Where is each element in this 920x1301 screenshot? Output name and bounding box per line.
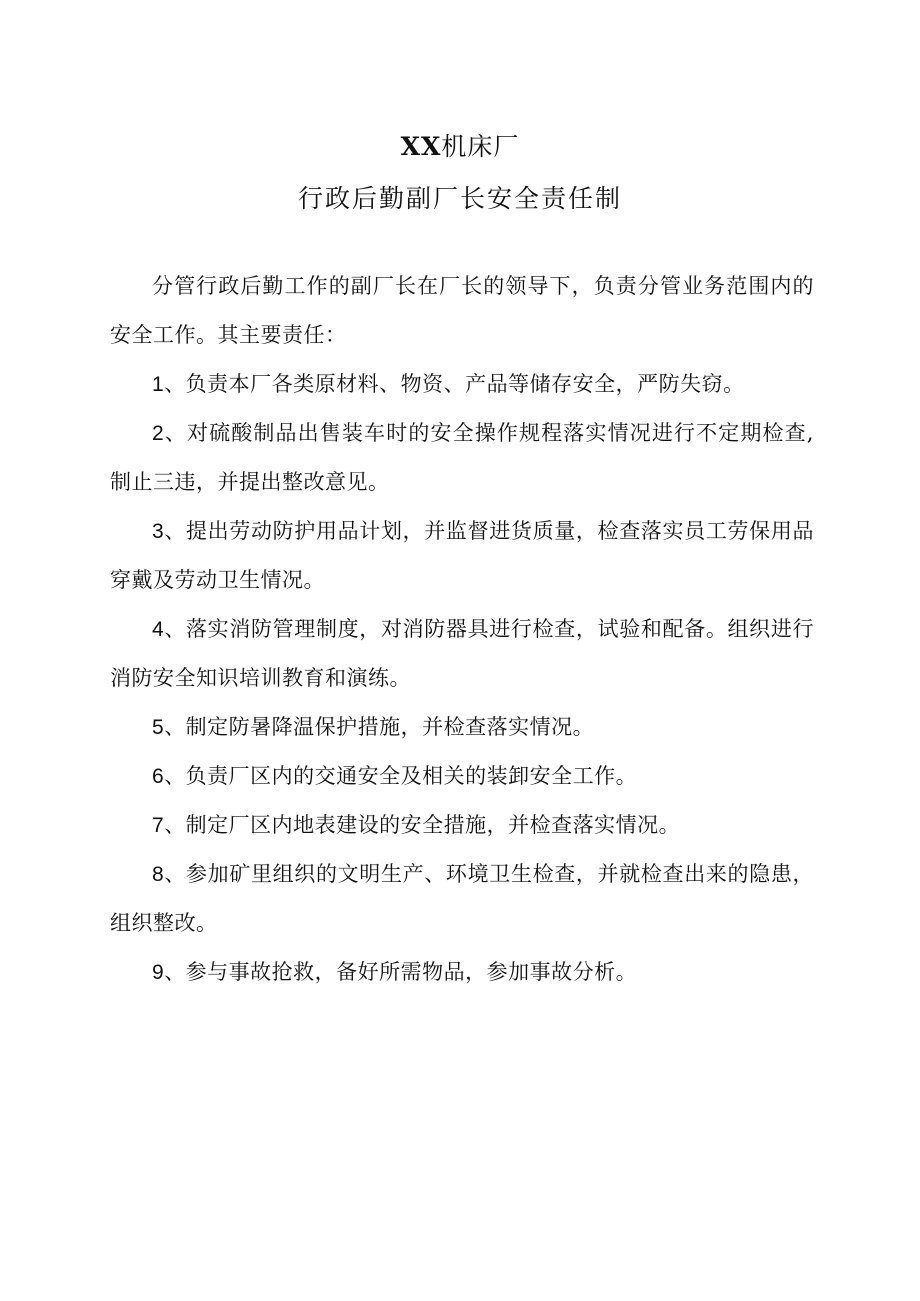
item-text: 、参加矿里组织的文明生产、环境卫生检查，并就检查出来的隐患，组织整改。 bbox=[110, 862, 814, 935]
intro-paragraph: 分管行政后勤工作的副厂长在厂长的领导下，负责分管业务范围内的安全工作。其主要责任： bbox=[110, 274, 814, 347]
item-text: 、提出劳动防护用品计划，并监督进货质量，检查落实员工劳保用品穿戴及劳动卫生情况。 bbox=[110, 519, 814, 592]
list-item bbox=[110, 360, 814, 409]
list-item bbox=[110, 752, 814, 801]
item-number: 5 bbox=[152, 716, 165, 739]
list-item bbox=[110, 507, 814, 605]
item-number: 7 bbox=[152, 814, 165, 837]
document-title: 行政后勤副厂长安全责任制 bbox=[297, 184, 622, 213]
item-number: 6 bbox=[152, 765, 165, 788]
company-title bbox=[0, 130, 920, 164]
company-suffix: 机床厂 bbox=[441, 132, 520, 161]
item-text: 、参与事故抢救，备好所需物品，参加事故分析。 bbox=[164, 960, 638, 984]
item-text: 、制定厂区内地表建设的安全措施，并检查落实情况。 bbox=[164, 813, 681, 837]
item-text: 、对硫酸制品出售装车时的安全操作规程落实情况进行不定期检查,制止三违，并提出整改意见。 bbox=[110, 421, 814, 494]
item-number: 4 bbox=[152, 618, 165, 641]
item-number: 2 bbox=[152, 422, 165, 445]
item-number: 9 bbox=[152, 961, 165, 984]
item-text: 、落实消防管理制度，对消防器具进行检查，试验和配备。组织进行消防安全知识培训教育和演练。 bbox=[110, 617, 814, 690]
list-item bbox=[110, 850, 814, 948]
list-item bbox=[110, 409, 814, 507]
list-item bbox=[110, 605, 814, 703]
item-number: 8 bbox=[152, 863, 165, 886]
item-text: 、负责本厂各类原材料、物资、产品等储存安全，严防失窃。 bbox=[164, 372, 745, 396]
list-item bbox=[110, 703, 814, 752]
item-text: 、负责厂区内的交通安全及相关的装卸安全工作。 bbox=[164, 764, 638, 788]
document-body bbox=[110, 262, 814, 997]
item-text: 、制定防暑降温保护措施，并检查落实情况。 bbox=[164, 715, 595, 739]
list-item bbox=[110, 948, 814, 997]
list-item bbox=[110, 801, 814, 850]
item-number: 1 bbox=[152, 373, 165, 396]
company-prefix: XX bbox=[400, 132, 442, 161]
item-number: 3 bbox=[152, 520, 165, 543]
